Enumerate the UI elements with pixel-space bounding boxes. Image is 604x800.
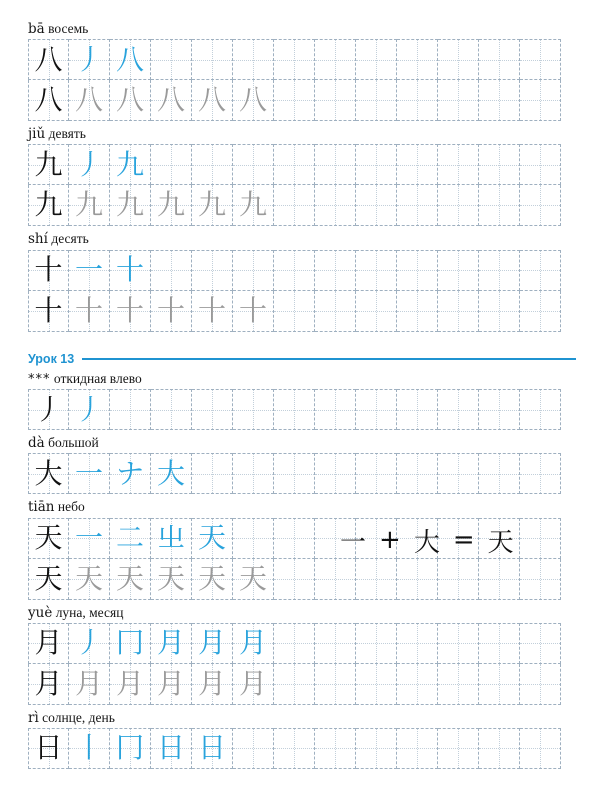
practice-cell[interactable] bbox=[69, 144, 110, 185]
character-glyph: 九 bbox=[34, 188, 63, 222]
practice-cell[interactable] bbox=[28, 453, 69, 494]
practice-cell[interactable] bbox=[151, 728, 192, 769]
practice-cell[interactable] bbox=[315, 728, 356, 769]
practice-cell[interactable] bbox=[274, 250, 315, 291]
practice-cell[interactable] bbox=[69, 453, 110, 494]
practice-cell[interactable] bbox=[479, 453, 520, 494]
practice-cell[interactable] bbox=[479, 144, 520, 185]
practice-row[interactable] bbox=[28, 250, 604, 291]
practice-cell[interactable] bbox=[28, 518, 69, 559]
character-glyph: 月 bbox=[238, 626, 267, 660]
practice-cell[interactable] bbox=[192, 389, 233, 430]
character-glyph: 八 bbox=[74, 83, 103, 117]
character-glyph: 八 bbox=[34, 42, 63, 76]
practice-cell[interactable] bbox=[233, 80, 274, 121]
practice-cell[interactable] bbox=[274, 559, 315, 600]
practice-cell[interactable] bbox=[192, 185, 233, 226]
practice-cell[interactable] bbox=[192, 623, 233, 664]
practice-row[interactable] bbox=[28, 453, 604, 494]
practice-cell[interactable] bbox=[151, 250, 192, 291]
practice-cell[interactable] bbox=[397, 250, 438, 291]
character-glyph: 日 bbox=[34, 731, 63, 765]
practice-cell[interactable] bbox=[151, 39, 192, 80]
character-glyph: 天 bbox=[34, 561, 63, 595]
character-glyph: 一 bbox=[74, 456, 103, 490]
character-glyph: 一 bbox=[74, 253, 103, 287]
practice-cell[interactable] bbox=[479, 623, 520, 664]
character-glyph: 八 bbox=[238, 83, 267, 117]
equation-token: 大 bbox=[413, 527, 440, 558]
practice-row[interactable] bbox=[28, 389, 604, 430]
practice-cell[interactable] bbox=[233, 144, 274, 185]
character-glyph: 月 bbox=[74, 666, 103, 700]
practice-cell[interactable] bbox=[315, 39, 356, 80]
character-block bbox=[0, 500, 604, 605]
practice-cell[interactable] bbox=[438, 389, 479, 430]
practice-cell[interactable] bbox=[274, 291, 315, 332]
translation-text: луна, месяц bbox=[55, 604, 124, 620]
character-glyph: 月 bbox=[34, 666, 63, 700]
character-glyph: 月 bbox=[115, 666, 144, 700]
practice-cell[interactable] bbox=[233, 623, 274, 664]
practice-cell[interactable] bbox=[69, 728, 110, 769]
character-glyph: 十 bbox=[74, 293, 103, 327]
practice-cell[interactable] bbox=[192, 80, 233, 121]
practice-cell[interactable] bbox=[479, 80, 520, 121]
practice-cell[interactable] bbox=[356, 39, 397, 80]
character-glyph: ナ bbox=[115, 456, 144, 490]
character-glyph: 一 bbox=[74, 521, 103, 554]
practice-cell[interactable] bbox=[520, 623, 561, 664]
character-label bbox=[0, 606, 604, 620]
practice-cell[interactable] bbox=[520, 664, 561, 705]
character-glyph: 九 bbox=[115, 188, 144, 222]
practice-cell[interactable] bbox=[28, 250, 69, 291]
practice-cell[interactable] bbox=[151, 453, 192, 494]
practice-cell[interactable] bbox=[192, 453, 233, 494]
practice-cell[interactable] bbox=[28, 144, 69, 185]
lesson-divider bbox=[82, 358, 576, 360]
translation-text: девять bbox=[48, 126, 86, 142]
character-glyph: 天 bbox=[238, 561, 267, 595]
practice-cell[interactable] bbox=[151, 185, 192, 226]
practice-cell[interactable] bbox=[520, 250, 561, 291]
practice-cell[interactable] bbox=[151, 518, 192, 559]
practice-cell[interactable] bbox=[28, 39, 69, 80]
practice-cell[interactable] bbox=[520, 559, 561, 600]
practice-cell[interactable] bbox=[438, 623, 479, 664]
practice-cell[interactable] bbox=[233, 728, 274, 769]
practice-cell[interactable] bbox=[274, 518, 315, 559]
practice-cell[interactable] bbox=[110, 291, 151, 332]
equation bbox=[340, 522, 514, 559]
practice-cell[interactable] bbox=[315, 144, 356, 185]
practice-cell[interactable] bbox=[110, 559, 151, 600]
practice-cell[interactable] bbox=[233, 518, 274, 559]
character-glyph: 日 bbox=[156, 731, 185, 765]
character-block bbox=[0, 606, 604, 711]
practice-cell[interactable] bbox=[69, 80, 110, 121]
practice-cell[interactable] bbox=[356, 664, 397, 705]
practice-cell[interactable] bbox=[479, 728, 520, 769]
practice-row[interactable] bbox=[28, 664, 604, 705]
practice-cell[interactable] bbox=[274, 80, 315, 121]
practice-cell[interactable] bbox=[110, 728, 151, 769]
practice-cell[interactable] bbox=[479, 185, 520, 226]
practice-cell[interactable] bbox=[397, 453, 438, 494]
practice-cell[interactable] bbox=[438, 39, 479, 80]
equation-token: = bbox=[452, 525, 475, 555]
practice-cell[interactable] bbox=[520, 291, 561, 332]
practice-cell[interactable] bbox=[397, 623, 438, 664]
translation-text: небо bbox=[57, 499, 85, 515]
practice-cell[interactable] bbox=[438, 664, 479, 705]
practice-cell[interactable] bbox=[356, 453, 397, 494]
practice-cell[interactable] bbox=[438, 728, 479, 769]
practice-cell[interactable] bbox=[192, 144, 233, 185]
practice-cell[interactable] bbox=[28, 559, 69, 600]
practice-cell[interactable] bbox=[520, 389, 561, 430]
pinyin-text: dà bbox=[28, 435, 45, 452]
character-glyph: 九 bbox=[115, 147, 144, 181]
practice-cell[interactable] bbox=[192, 518, 233, 559]
practice-cell[interactable] bbox=[110, 144, 151, 185]
practice-cell[interactable] bbox=[520, 39, 561, 80]
character-label bbox=[0, 436, 604, 450]
practice-cell[interactable] bbox=[110, 80, 151, 121]
practice-cell[interactable] bbox=[397, 728, 438, 769]
practice-cell[interactable] bbox=[356, 623, 397, 664]
practice-cell[interactable] bbox=[151, 559, 192, 600]
practice-cell[interactable] bbox=[28, 623, 69, 664]
practice-cell[interactable] bbox=[356, 728, 397, 769]
character-label bbox=[0, 500, 604, 514]
practice-cell[interactable] bbox=[274, 728, 315, 769]
equation-token: 一 bbox=[340, 527, 367, 558]
practice-cell[interactable] bbox=[69, 664, 110, 705]
practice-cell[interactable] bbox=[274, 453, 315, 494]
character-glyph: 丿 bbox=[74, 147, 103, 181]
practice-cell[interactable] bbox=[28, 664, 69, 705]
character-glyph: 㞢 bbox=[156, 521, 185, 554]
character-glyph: 丨 bbox=[74, 731, 103, 765]
lesson-heading bbox=[28, 352, 576, 366]
practice-cell[interactable] bbox=[397, 559, 438, 600]
character-glyph: 丿 bbox=[74, 626, 103, 660]
practice-cell[interactable] bbox=[520, 80, 561, 121]
translation-text: большой bbox=[48, 435, 99, 451]
practice-cell[interactable] bbox=[151, 389, 192, 430]
practice-cell[interactable] bbox=[438, 185, 479, 226]
practice-row[interactable] bbox=[28, 518, 604, 559]
practice-cell[interactable] bbox=[110, 453, 151, 494]
practice-row[interactable] bbox=[28, 39, 604, 80]
character-glyph: 九 bbox=[156, 188, 185, 222]
pinyin-text: yuè bbox=[28, 604, 53, 621]
practice-cell[interactable] bbox=[110, 389, 151, 430]
character-glyph: 月 bbox=[238, 666, 267, 700]
character-glyph: 冂 bbox=[115, 626, 144, 660]
practice-cell[interactable] bbox=[274, 144, 315, 185]
practice-cell[interactable] bbox=[233, 664, 274, 705]
character-glyph: 九 bbox=[34, 147, 63, 181]
character-label bbox=[0, 127, 604, 141]
practice-row[interactable] bbox=[28, 623, 604, 664]
character-block bbox=[0, 436, 604, 500]
practice-cell[interactable] bbox=[110, 623, 151, 664]
character-glyph: 八 bbox=[156, 83, 185, 117]
practice-cell[interactable] bbox=[397, 291, 438, 332]
character-glyph: 十 bbox=[115, 253, 144, 287]
practice-row[interactable] bbox=[28, 185, 604, 226]
practice-cell[interactable] bbox=[479, 291, 520, 332]
practice-cell[interactable] bbox=[479, 250, 520, 291]
practice-cell[interactable] bbox=[233, 453, 274, 494]
practice-cell[interactable] bbox=[69, 518, 110, 559]
character-glyph: 八 bbox=[115, 42, 144, 76]
practice-cell[interactable] bbox=[233, 185, 274, 226]
character-glyph: 二 bbox=[115, 521, 144, 554]
practice-cell[interactable] bbox=[28, 291, 69, 332]
character-glyph: 天 bbox=[156, 561, 185, 595]
practice-row[interactable] bbox=[28, 728, 604, 769]
practice-cell[interactable] bbox=[479, 664, 520, 705]
practice-cell[interactable] bbox=[274, 623, 315, 664]
practice-cell[interactable] bbox=[110, 664, 151, 705]
practice-cell[interactable] bbox=[28, 728, 69, 769]
practice-cell[interactable] bbox=[356, 389, 397, 430]
practice-cell[interactable] bbox=[479, 559, 520, 600]
translation-text: откидная влево bbox=[53, 370, 142, 386]
character-glyph: 八 bbox=[34, 83, 63, 117]
practice-cell[interactable] bbox=[69, 39, 110, 80]
practice-cell[interactable] bbox=[151, 664, 192, 705]
character-glyph: 大 bbox=[34, 456, 63, 490]
practice-cell[interactable] bbox=[110, 39, 151, 80]
practice-cell[interactable] bbox=[438, 291, 479, 332]
character-label bbox=[0, 232, 604, 246]
practice-cell[interactable] bbox=[315, 185, 356, 226]
character-glyph: 丿 bbox=[74, 42, 103, 76]
practice-cell[interactable] bbox=[192, 664, 233, 705]
character-glyph: 十 bbox=[34, 293, 63, 327]
translation-text: десять bbox=[51, 231, 89, 247]
character-block bbox=[0, 127, 604, 232]
practice-cell[interactable] bbox=[520, 144, 561, 185]
practice-cell[interactable] bbox=[274, 664, 315, 705]
character-label bbox=[0, 372, 604, 387]
practice-cell[interactable] bbox=[151, 80, 192, 121]
character-glyph: 天 bbox=[197, 521, 226, 554]
character-glyph: 月 bbox=[197, 626, 226, 660]
character-glyph: 九 bbox=[74, 188, 103, 222]
character-glyph: 丿 bbox=[34, 392, 63, 426]
practice-cell[interactable] bbox=[192, 559, 233, 600]
character-glyph: 冂 bbox=[115, 731, 144, 765]
practice-cell[interactable] bbox=[479, 39, 520, 80]
character-glyph: 月 bbox=[156, 666, 185, 700]
worksheet-content bbox=[0, 22, 604, 775]
practice-cell[interactable] bbox=[315, 250, 356, 291]
character-glyph: 十 bbox=[156, 293, 185, 327]
pinyin-text: bā bbox=[28, 21, 45, 37]
practice-cell[interactable] bbox=[397, 144, 438, 185]
character-glyph: 十 bbox=[197, 293, 226, 327]
practice-row[interactable] bbox=[28, 144, 604, 185]
pinyin-text: jiǔ bbox=[28, 126, 46, 143]
character-glyph: 日 bbox=[197, 731, 226, 765]
practice-cell[interactable] bbox=[315, 453, 356, 494]
pinyin-text: tiān bbox=[28, 499, 55, 516]
practice-cell[interactable] bbox=[110, 250, 151, 291]
practice-cell[interactable] bbox=[438, 144, 479, 185]
pinyin-text: shí bbox=[28, 231, 48, 248]
practice-cell[interactable] bbox=[438, 559, 479, 600]
practice-cell[interactable] bbox=[356, 559, 397, 600]
character-glyph: 天 bbox=[197, 561, 226, 595]
practice-cell[interactable] bbox=[192, 728, 233, 769]
character-glyph: 月 bbox=[156, 626, 185, 660]
practice-cell[interactable] bbox=[69, 185, 110, 226]
practice-cell[interactable] bbox=[356, 250, 397, 291]
character-block bbox=[0, 372, 604, 437]
lesson-title: Урок 13 bbox=[28, 351, 75, 366]
practice-cell[interactable] bbox=[315, 623, 356, 664]
character-block bbox=[0, 22, 604, 127]
practice-cell[interactable] bbox=[69, 291, 110, 332]
practice-cell[interactable] bbox=[397, 389, 438, 430]
practice-cell[interactable] bbox=[520, 518, 561, 559]
practice-cell[interactable] bbox=[438, 80, 479, 121]
character-glyph: 天 bbox=[115, 561, 144, 595]
practice-cell[interactable] bbox=[438, 453, 479, 494]
practice-cell[interactable] bbox=[274, 389, 315, 430]
practice-cell[interactable] bbox=[233, 291, 274, 332]
practice-cell[interactable] bbox=[233, 39, 274, 80]
practice-cell[interactable] bbox=[315, 559, 356, 600]
character-glyph: 十 bbox=[115, 293, 144, 327]
character-glyph: 月 bbox=[197, 666, 226, 700]
practice-cell[interactable] bbox=[69, 623, 110, 664]
practice-cell[interactable] bbox=[192, 39, 233, 80]
practice-cell[interactable] bbox=[356, 144, 397, 185]
equation-token: + bbox=[379, 525, 401, 555]
character-glyph: 天 bbox=[34, 521, 63, 554]
practice-cell[interactable] bbox=[69, 559, 110, 600]
practice-cell[interactable] bbox=[520, 185, 561, 226]
practice-row[interactable] bbox=[28, 291, 604, 332]
practice-cell[interactable] bbox=[110, 518, 151, 559]
character-glyph: 十 bbox=[238, 293, 267, 327]
practice-cell[interactable] bbox=[397, 80, 438, 121]
character-glyph: 八 bbox=[115, 83, 144, 117]
character-glyph: 大 bbox=[156, 456, 185, 490]
practice-cell[interactable] bbox=[28, 185, 69, 226]
practice-cell[interactable] bbox=[28, 389, 69, 430]
practice-cell[interactable] bbox=[356, 185, 397, 226]
pinyin-text: rì bbox=[28, 709, 39, 726]
character-block bbox=[0, 711, 604, 775]
practice-cell[interactable] bbox=[192, 291, 233, 332]
practice-row[interactable] bbox=[28, 80, 604, 121]
practice-cell[interactable] bbox=[28, 80, 69, 121]
practice-cell[interactable] bbox=[69, 250, 110, 291]
practice-cell[interactable] bbox=[274, 39, 315, 80]
practice-cell[interactable] bbox=[397, 39, 438, 80]
practice-cell[interactable] bbox=[192, 250, 233, 291]
translation-text: солнце, день bbox=[42, 709, 115, 725]
character-block bbox=[0, 232, 604, 337]
practice-cell[interactable] bbox=[479, 389, 520, 430]
practice-cell[interactable] bbox=[315, 389, 356, 430]
practice-cell[interactable] bbox=[233, 250, 274, 291]
character-glyph: 九 bbox=[238, 188, 267, 222]
character-glyph: 九 bbox=[197, 188, 226, 222]
stars-marker: *** bbox=[28, 371, 51, 387]
practice-cell[interactable] bbox=[151, 144, 192, 185]
practice-cell[interactable] bbox=[356, 291, 397, 332]
practice-cell[interactable] bbox=[356, 80, 397, 121]
practice-cell[interactable] bbox=[151, 623, 192, 664]
equation-token: 天 bbox=[487, 527, 514, 558]
character-glyph: 十 bbox=[34, 253, 63, 287]
practice-cell[interactable] bbox=[233, 389, 274, 430]
practice-cell[interactable] bbox=[110, 185, 151, 226]
practice-cell[interactable] bbox=[397, 185, 438, 226]
practice-cell[interactable] bbox=[69, 389, 110, 430]
practice-cell[interactable] bbox=[274, 185, 315, 226]
practice-row[interactable] bbox=[28, 559, 604, 600]
character-glyph: 天 bbox=[74, 561, 103, 595]
character-label bbox=[0, 22, 604, 36]
practice-cell[interactable] bbox=[315, 80, 356, 121]
practice-cell[interactable] bbox=[315, 664, 356, 705]
practice-cell[interactable] bbox=[438, 250, 479, 291]
practice-cell[interactable] bbox=[520, 728, 561, 769]
practice-cell[interactable] bbox=[233, 559, 274, 600]
translation-text: восемь bbox=[48, 21, 89, 36]
character-glyph: 八 bbox=[197, 83, 226, 117]
practice-cell[interactable] bbox=[397, 664, 438, 705]
practice-cell[interactable] bbox=[151, 291, 192, 332]
character-label bbox=[0, 711, 604, 725]
practice-cell[interactable] bbox=[315, 291, 356, 332]
practice-cell[interactable] bbox=[520, 453, 561, 494]
character-glyph: 丿 bbox=[74, 392, 103, 426]
character-glyph: 月 bbox=[34, 626, 63, 660]
